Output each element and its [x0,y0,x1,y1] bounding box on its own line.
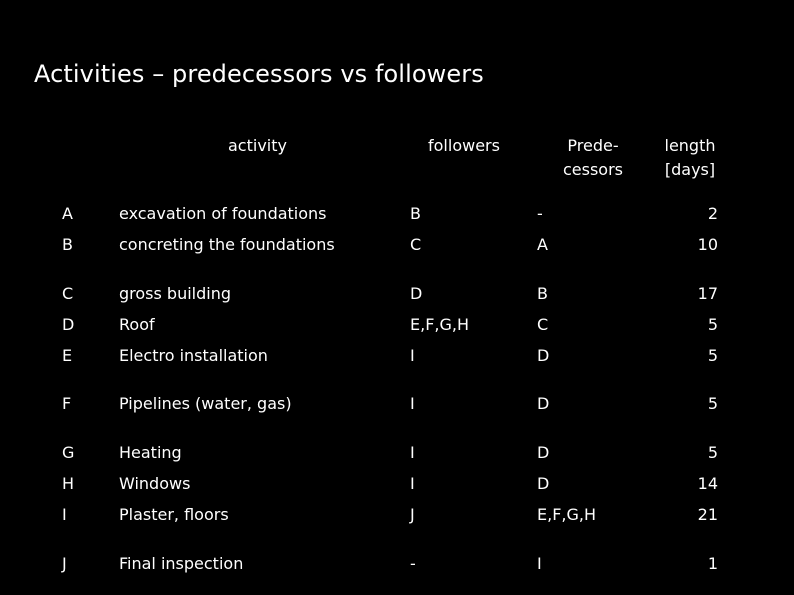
activity-description: Windows [119,474,191,493]
activity-followers: I [410,346,415,365]
header-length [652,134,728,182]
activity-description: Plaster, floors [119,505,229,524]
header-length-line2: [days] [664,160,716,179]
activity-predecessors: E,F,G,H [537,505,596,524]
activity-description: concreting the foundations [119,235,335,254]
activity-length: 5 [707,346,718,365]
activity-predecessors: D [537,394,550,413]
activity-length: 21 [697,505,718,524]
activity-length: 17 [697,284,718,303]
activity-description: Roof [119,315,155,334]
activity-predecessors: A [537,235,548,254]
activity-code: H [62,474,75,493]
activity-followers: I [410,474,415,493]
table-row [0,503,794,527]
header-followers: followers [428,136,500,155]
activity-code: I [62,505,67,524]
table-row [0,313,794,337]
activity-predecessors: B [537,284,548,303]
table-row [0,202,794,226]
activity-code: D [62,315,75,334]
activity-predecessors: I [537,554,542,573]
activity-length: 1 [707,554,718,573]
activity-length: 2 [707,204,718,223]
activity-predecessors: D [537,346,550,365]
activity-followers: B [410,204,421,223]
activity-length: 14 [697,474,718,493]
activity-predecessors: D [537,443,550,462]
activity-code: G [62,443,75,462]
header-predecessors-line1: Prede- [567,136,619,155]
activity-followers: D [410,284,423,303]
activity-code: E [62,346,73,365]
activity-followers: I [410,394,415,413]
activity-code: J [62,554,67,573]
table-row [0,552,794,576]
table-row [0,441,794,465]
table-row [0,392,794,416]
activity-description: Pipelines (water, gas) [119,394,292,413]
activity-followers: J [410,505,415,524]
activity-description: excavation of foundations [119,204,327,223]
activity-code: A [62,204,73,223]
header-activity: activity [228,136,287,155]
activity-followers: - [410,554,416,573]
activity-predecessors: - [537,204,543,223]
table-row [0,344,794,368]
activity-followers: C [410,235,422,254]
table-row [0,282,794,306]
activity-description: Heating [119,443,182,462]
activity-code: C [62,284,74,303]
header-predecessors [553,134,633,182]
activity-length: 5 [707,315,718,334]
table-row [0,233,794,257]
header-length-line1: length [664,136,716,155]
activity-length: 5 [707,443,718,462]
activity-code: F [62,394,72,413]
slide-title: Activities – predecessors vs followers [34,60,484,88]
activity-description: gross building [119,284,232,303]
table-row [0,472,794,496]
activity-predecessors: D [537,474,550,493]
activity-followers: I [410,443,415,462]
activity-length: 10 [697,235,718,254]
activity-description: Final inspection [119,554,244,573]
activity-followers: E,F,G,H [410,315,469,334]
header-predecessors-line2: cessors [562,160,623,179]
activity-code: B [62,235,73,254]
activity-description: Electro installation [119,346,268,365]
activity-predecessors: C [537,315,549,334]
activity-length: 5 [707,394,718,413]
